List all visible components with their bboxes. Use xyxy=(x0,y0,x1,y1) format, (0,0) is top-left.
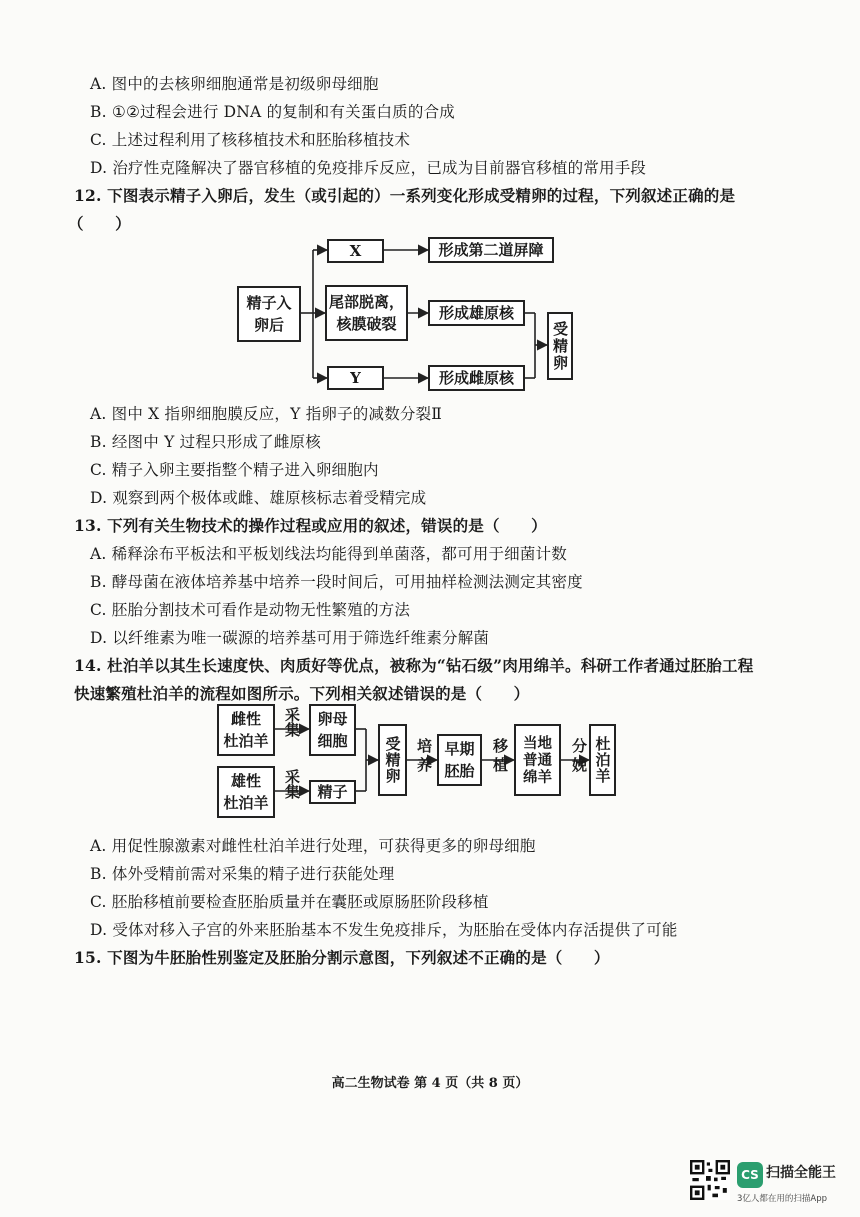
q12-barrier-box: 形成第二道屏障 xyxy=(428,237,554,263)
q11-option-d: D. 治疗性克隆解决了器官移植的免疫排斥反应，已成为目前器官移植的常用手段 xyxy=(90,159,647,177)
q14-option-b: B. 体外受精前需对采集的精子进行获能处理 xyxy=(90,865,395,883)
q14-sperm-box: 精子 xyxy=(309,780,356,804)
q14-embryo-line1: 早期 xyxy=(444,740,475,758)
q14-stem-line1: 14. 杜泊羊以其生长速度快、肉质好等优点，被称为“钻石级”肉用绵羊。科研工作者通过胚胎工程 xyxy=(74,656,754,675)
q14-oocyte-line1: 卵母 xyxy=(317,710,348,728)
q14-culture-label: 培养 xyxy=(415,738,433,776)
q13-option-b: B. 酵母菌在液体培养基中培养一段时间后，可用抽样检测法测定其密度 xyxy=(90,573,583,591)
q14-female-line2: 杜泊羊 xyxy=(223,732,269,750)
q13-stem: 13. 下列有关生物技术的操作过程或应用的叙述，错误的是（ ） xyxy=(74,516,547,535)
q14-male-line2: 杜泊羊 xyxy=(223,794,269,812)
q12-mid-line1: 尾部脱离， xyxy=(328,293,404,311)
page-footer: 高二生物试卷 第 4 页（共 8 页） xyxy=(331,1076,529,1091)
q14-stem-line2: 快速繁殖杜泊羊的流程如图所示。下列相关叙述错误的是（ ） xyxy=(74,684,530,703)
q13-option-d: D. 以纤维素为唯一碳源的培养基可用于筛选纤维素分解菌 xyxy=(90,629,490,647)
q14-early-embryo-box xyxy=(437,734,482,786)
q12-stem: 12. 下图表示精子入卵后，发生（或引起的）一系列变化形成受精卵的过程，下列叙述正确的是 xyxy=(74,186,736,205)
q12-y-box: Y xyxy=(327,366,384,390)
q14-female-sheep-box xyxy=(217,704,275,756)
q12-female-pronucleus-box: 形成雌原核 xyxy=(428,365,525,391)
q14-oocyte-box xyxy=(309,704,356,756)
camscanner-name: 扫描全能王 xyxy=(766,1165,836,1181)
q14-embryo-line2: 胚胎 xyxy=(444,762,475,780)
q12-option-c: C. 精子入卵主要指整个精子进入卵细胞内 xyxy=(90,461,379,479)
q14-male-line1: 雄性 xyxy=(230,772,261,790)
q12-option-b: B. 经图中 Y 过程只形成了雌原核 xyxy=(90,433,321,451)
q14-local-sheep-box xyxy=(514,724,561,796)
q14-local-sheep-label: 当地普通绵羊 xyxy=(523,734,552,786)
q11-option-c: C. 上述过程利用了核移植技术和胚胎移植技术 xyxy=(90,131,411,149)
q12-male-pronucleus-box: 形成雄原核 xyxy=(428,300,525,326)
q14-female-line1: 雌性 xyxy=(230,710,261,728)
q15-stem: 15. 下图为牛胚胎性别鉴定及胚胎分割示意图，下列叙述不正确的是（ ） xyxy=(74,948,610,967)
q14-option-d: D. 受体对移入子宫的外来胚胎基本不发生免疫排斥，为胚胎在受体内存活提供了可能 xyxy=(90,921,678,939)
q14-result-box xyxy=(589,724,616,796)
q14-birth-label: 分娩 xyxy=(570,738,588,776)
q14-result-label: 杜泊羊 xyxy=(593,736,612,784)
q12-zygote-label: 受精卵 xyxy=(551,320,569,372)
q14-oocyte-line2: 细胞 xyxy=(317,732,348,750)
q13-option-a: A. 稀释涂布平板法和平板划线法均能得到单菌落，都可用于细菌计数 xyxy=(90,545,567,563)
q12-mid-line2: 核膜破裂 xyxy=(336,315,397,333)
q14-option-a: A. 用促性腺激素对雌性杜泊羊进行处理，可获得更多的卵母细胞 xyxy=(90,837,536,855)
qr-code-icon xyxy=(690,1160,730,1200)
q11-option-b: B. ①②过程会进行 DNA 的复制和有关蛋白质的合成 xyxy=(90,103,455,121)
q14-option-c: C. 胚胎移植前要检查胚胎质量并在囊胚或原肠胚阶段移植 xyxy=(90,893,489,911)
camscanner-logo-icon: CS xyxy=(737,1162,763,1188)
q11-option-a: A. 图中的去核卵细胞通常是初级卵母细胞 xyxy=(90,75,379,93)
q14-zygote-box xyxy=(378,724,407,796)
q12-x-box: X xyxy=(327,239,384,263)
q14-collect-label-bottom: 采集 xyxy=(283,769,301,799)
q12-option-d: D. 观察到两个极体或雌、雄原核标志着受精完成 xyxy=(90,489,427,507)
q12-start-line1: 精子入 xyxy=(246,294,292,312)
q14-zygote-label: 受精卵 xyxy=(383,736,402,784)
q14-collect-label-top: 采集 xyxy=(283,707,301,737)
q12-start-line2: 卵后 xyxy=(253,316,284,334)
q12-option-a: A. 图中 X 指卵细胞膜反应，Y 指卵子的减数分裂Ⅱ xyxy=(90,405,443,423)
camscanner-tagline: 3亿人都在用的扫描App xyxy=(737,1194,828,1204)
q12-stem-bracket: （ ） xyxy=(68,214,131,233)
q13-option-c: C. 胚胎分割技术可看作是动物无性繁殖的方法 xyxy=(90,601,411,619)
q14-transfer-label: 移植 xyxy=(491,738,509,776)
q14-male-sheep-box xyxy=(217,766,275,818)
